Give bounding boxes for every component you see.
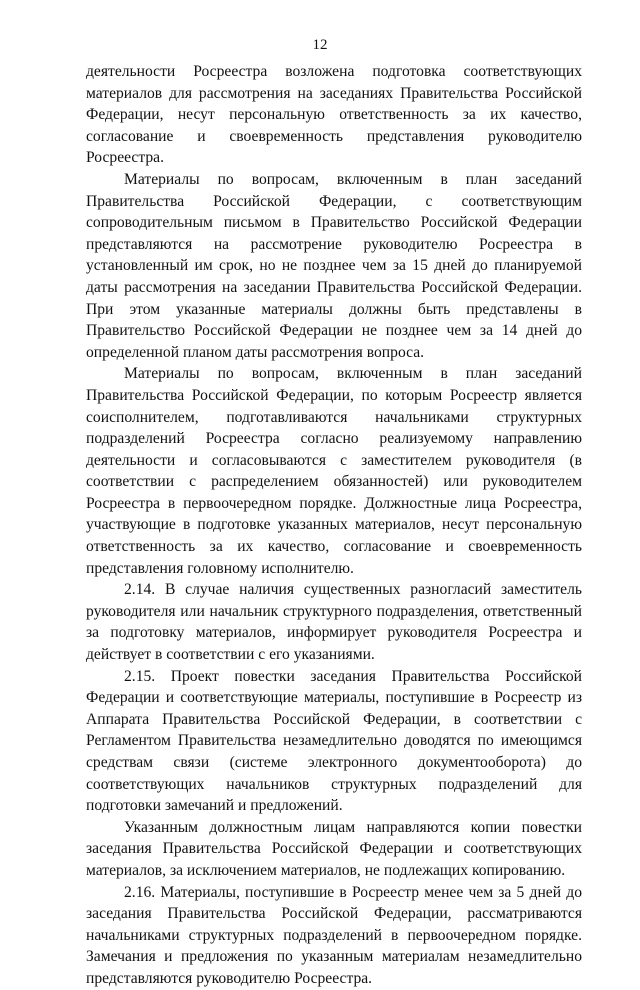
paragraph-2-14: 2.14. В случае наличия существенных разногласий заместитель руководителя или начальник структурного подразделения, ответственный за подготовку материалов, информирует руководителя Росреестра и действует в соответствии с его указаниями. [86,581,582,664]
paragraph-copies: Указанным должностным лицам направляются копии повестки заседания Правительства Российской Федерации и соответствующих материалов, за исключением материалов, не подлежащих копированию. [86,818,582,879]
paragraph-2-16: 2.16. Материалы, поступившие в Росреестр менее чем за 5 дней до заседания Правительства Российской Федерации, рассматриваются начальниками структурных подразделений в первоочередном порядке. Замечания и предложения по указанным материалам незамедлительно представляются руководителю Росреестра. [86,883,582,987]
paragraph-2-15: 2.15. Проект повестки заседания Правительства Российской Федерации и соответствующие материалы, поступившие в Росреестр из Аппарата Правительства Российской Федерации, в соответствии с Регламентом Правительства незамедлительно доводятся по имеющимся средствам связи (системе электронного документооборота) до соответствующих начальников структурных подразделений для подготовки замечаний и предложений. [86,667,582,815]
page-number: 12 [312,37,328,53]
document-body [86,61,582,990]
paragraph-materials-coexecutor: Материалы по вопросам, включенным в план заседаний Правительства Российской Федерации, по которым Росреестр является соисполнителем, подготавливаются начальниками структурных подразделений Росреестра согласно реализуемому направлению деятельности и согласовываются с заместителем руководителя (в соответствии с распределением обязанностей) или руководителем Росреестра в первоочередном порядке. Должностные лица Росреестра, участвующие в подготовке указанных материалов, несут персональную ответственность за их качество, согласование и своевременность представления головному исполнителю. [86,365,582,577]
paragraph-continuation: деятельности Росреестра возложена подготовка соответствующих материалов для рассмотрения на заседаниях Правительства Российской Федерации, несут персональную ответственность за их качество, согласование и своевременность представления руководителю Росреестра. [86,63,582,167]
paragraph-materials-plan: Материалы по вопросам, включенным в план заседаний Правительства Российской Федерации, с соответствующим сопроводительным письмом в Правительство Российской Федерации представляются на рассмотрение руководителю Росреестра в установленный им срок, но не позднее чем за 15 дней до планируемой даты рассмотрения на заседании Правительства Российской Федерации. При этом указанные материалы должны быть представлены в Правительство Российской Федерации не позднее чем за 14 дней до определенной планом даты рассмотрения вопроса. [86,170,582,361]
